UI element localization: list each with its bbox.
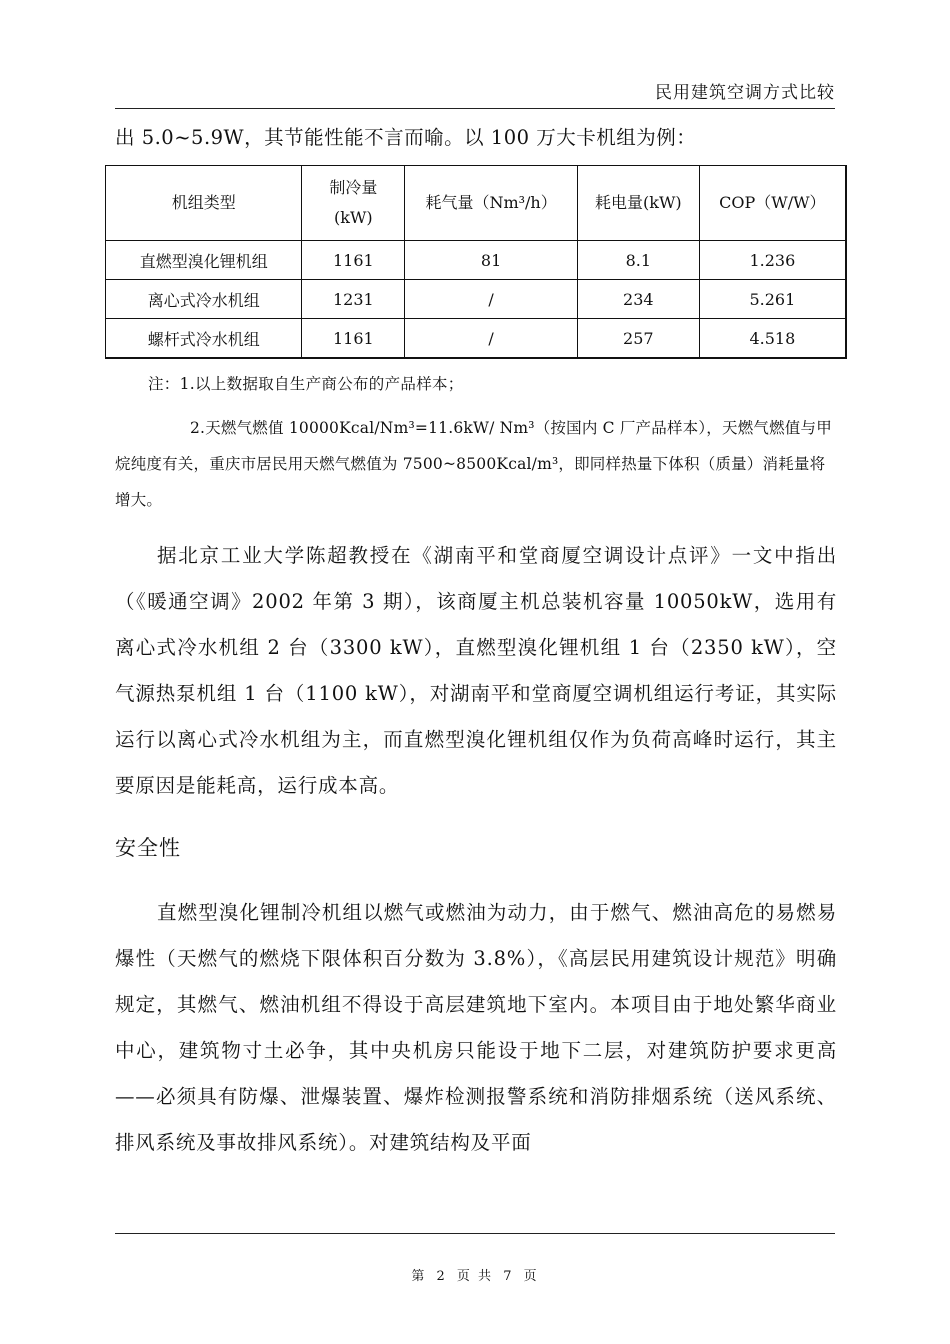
running-header-title: 民用建筑空调方式比较 <box>655 83 835 103</box>
section-heading-safety: 安全性 <box>115 836 181 860</box>
table-note-2: 2.天燃气燃值 10000Kcal/Nm³=11.6kW/ Nm³（按国内 C 厂产品样本），天燃气燃值与甲烷纯度有关，重庆市居民用天燃气燃值为 7500~8500Kcal/m³，即同样热量下体积（质量）消耗量将增大。 <box>115 419 832 509</box>
table-header-row <box>106 166 847 241</box>
header-cooling-capacity <box>302 166 405 241</box>
body-paragraph-2: 直燃型溴化锂制冷机组以燃气或燃油为动力，由于燃气、燃油高危的易燃易爆性（天燃气的燃烧下限体积百分数为 3.8%），《高层民用建筑设计规范》明确规定，其燃气、燃油机组不得设于高层建筑地下室内。本项目由于地处繁华商业中心，建筑物寸土必争，其中央机房只能设于地下二层，对建筑防护要求更高——必须具有防爆、泄爆装置、爆炸检测报警系统和消防排烟系统（送风系统、排风系统及事故排风系统）。对建筑结构及平面 <box>115 901 837 1154</box>
page-total: 7 <box>503 1269 514 1284</box>
header-cooling-label: 制冷量 <box>329 178 378 197</box>
table-row <box>106 241 847 280</box>
table-cell: 离心式冷水机组 <box>106 280 302 319</box>
header-cooling-unit: (kW) <box>334 208 373 227</box>
footer-prefix: 第 <box>411 1269 427 1284</box>
page-number: 2 <box>436 1269 447 1284</box>
footer-divider <box>115 1233 835 1234</box>
table-cell: 1231 <box>302 280 405 319</box>
footer-mid: 页 共 <box>456 1269 494 1284</box>
table-row <box>106 280 847 319</box>
table-note-1: 注：1.以上数据取自生产商公布的产品样本； <box>148 375 464 393</box>
table-cell: 81 <box>405 241 578 280</box>
intro-text: 出 5.0~5.9W，其节能性能不言而喻。以 100 万大卡机组为例： <box>115 126 697 149</box>
page-footer <box>0 1265 950 1284</box>
table-cell: 1161 <box>302 241 405 280</box>
header-divider <box>115 108 835 109</box>
table-cell: 234 <box>577 280 699 319</box>
table-cell: 1.236 <box>699 241 846 280</box>
comparison-table <box>105 165 847 359</box>
table-cell: / <box>405 280 578 319</box>
header-gas-consumption: 耗气量（Nm³/h） <box>405 166 578 241</box>
table-cell: 直燃型溴化锂机组 <box>106 241 302 280</box>
header-cop: COP（W/W） <box>699 166 846 241</box>
header-unit-type: 机组类型 <box>106 166 302 241</box>
table-cell: 4.518 <box>699 319 846 359</box>
table-row <box>106 319 847 359</box>
table-cell: 5.261 <box>699 280 846 319</box>
table-cell: 螺杆式冷水机组 <box>106 319 302 359</box>
footer-suffix: 页 <box>523 1269 539 1284</box>
table-cell: 8.1 <box>577 241 699 280</box>
header-power-consumption: 耗电量(kW) <box>577 166 699 241</box>
table-cell: 257 <box>577 319 699 359</box>
table-cell: 1161 <box>302 319 405 359</box>
table-cell: / <box>405 319 578 359</box>
body-paragraph-1: 据北京工业大学陈超教授在《湖南平和堂商厦空调设计点评》一文中指出（《暖通空调》2002 年第 3 期），该商厦主机总装机容量 10050kW，选用有离心式冷水机组 2 台（3300 kW），直燃型溴化锂机组 1 台（2350 kW），空气源热泵机组 1 台（1100 kW），对湖南平和堂商厦空调机组运行考证，其实际运行以离心式冷水机组为主，而直燃型溴化锂机组仅作为负荷高峰时运行，其主要原因是能耗高，运行成本高。 <box>115 544 837 797</box>
